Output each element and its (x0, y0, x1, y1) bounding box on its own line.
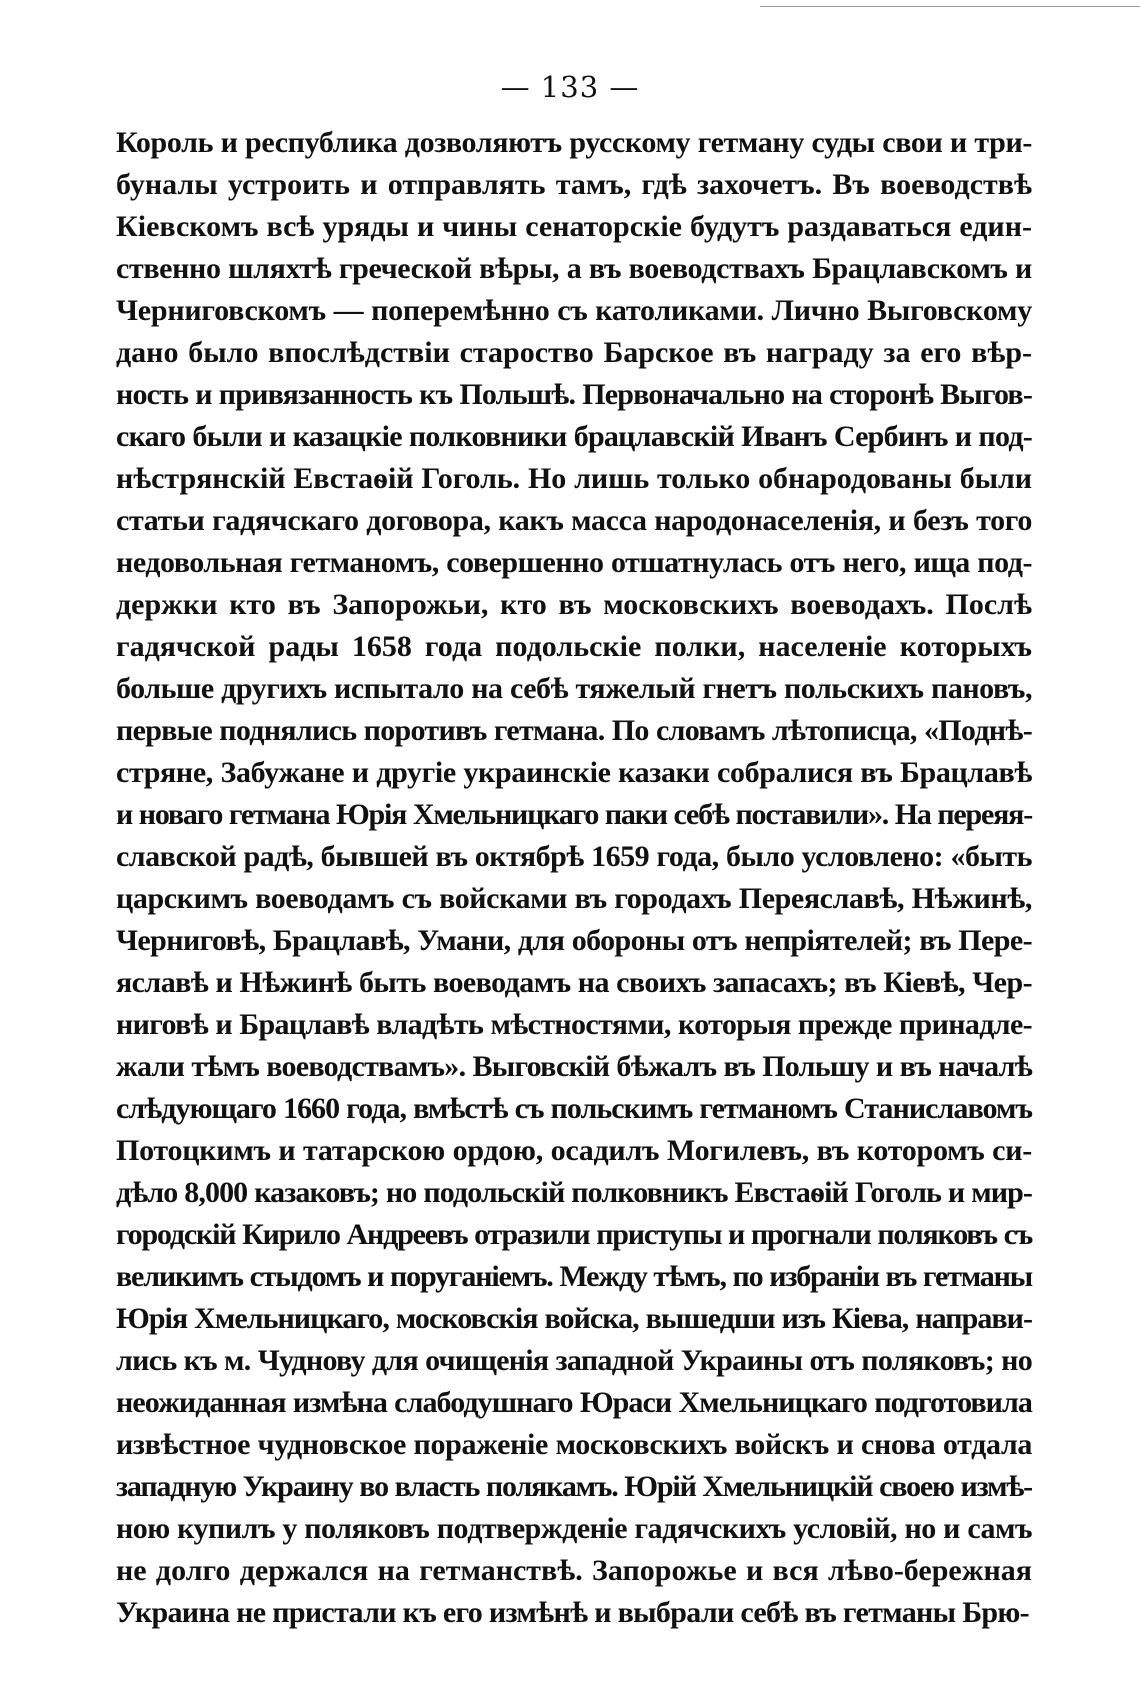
text-line: статьи гадячскаго договора, какъ масса народонаселенія, и безъ того (116, 504, 1032, 537)
text-line: царскимъ воеводамъ съ войсками въ городахъ Переяславѣ, Нѣжинѣ, (116, 882, 1032, 915)
text-line: недовольная гетманомъ, совершенно отшатнулась отъ него, ища под- (116, 546, 1032, 579)
text-line: городскій Кирило Андреевъ отразили приступы и прогнали поляковъ съ (116, 1218, 1032, 1251)
text-line: ниговѣ и Брацлавѣ владѣть мѣстностями, которыя прежде принадле- (116, 1008, 1032, 1041)
text-line: ность и привязанность къ Польшѣ. Первоначально на сторонѣ Выгов- (116, 378, 1032, 411)
text-line: слѣдующаго 1660 года, вмѣстѣ съ польскимъ гетманомъ Станиславомъ (116, 1092, 1032, 1125)
text-line: западную Украину во власть полякамъ. Юрій Хмельницкій своею измѣ- (116, 1470, 1032, 1503)
text-line: яславѣ и Нѣжинѣ быть воеводамъ на своихъ запасахъ; въ Кіевѣ, Чер- (116, 966, 1032, 999)
text-line: Черниговѣ, Брацлавѣ, Умани, для обороны отъ непріятелей; въ Пере- (116, 924, 1032, 957)
text-line: не долго держался на гетманствѣ. Запорожье и вся лѣво-бережная (116, 1554, 1032, 1587)
text-line: ственно шляхтѣ греческой вѣры, а въ воеводствахъ Брацлавскомъ и (116, 252, 1032, 285)
text-line: Юрія Хмельницкаго, московскія войска, вышедши изъ Кіева, направи- (116, 1302, 1032, 1335)
text-line: стряне, Забужане и другіе украинскіе казаки собралися въ Брацлавѣ (116, 756, 1032, 789)
text-line: дѣло 8,000 казаковъ; но подольскій полковникъ Евстаѳій Гоголь и мир- (116, 1176, 1032, 1209)
text-line: скаго были и казацкіе полковники брацлавскій Иванъ Сербинъ и под- (116, 420, 1032, 453)
text-line: неожиданная измѣна слабодушнаго Юраси Хмельницкаго подготовила (116, 1386, 1032, 1419)
text-line: нѣстрянскій Евстаѳій Гоголь. Но лишь только обнародованы были (116, 462, 1032, 495)
text-line: гадячской рады 1658 года подольскіе полки, населеніе которыхъ (116, 630, 1032, 663)
text-line: и новаго гетмана Юрія Хмельницкаго паки себѣ поставили». На переяя- (116, 798, 1032, 831)
text-line: Черниговскомъ — поперемѣнно съ католиками. Лично Выговскому (116, 294, 1032, 327)
text-line: лись къ м. Чуднову для очищенія западной Украины отъ поляковъ; но (116, 1344, 1032, 1377)
text-line: Король и республика дозволяютъ русскому гетману суды свои и три- (116, 126, 1032, 159)
text-line: великимъ стыдомъ и поруганіемъ. Между тѣмъ, по избраніи въ гетманы (116, 1260, 1032, 1293)
page-body-text (116, 122, 1032, 1634)
page-number: — 133 — (500, 70, 640, 104)
text-line: Кіевскомъ всѣ уряды и чины сенаторскіе будутъ раздаваться един- (116, 210, 1032, 243)
text-line: буналы устроить и отправлять тамъ, гдѣ захочетъ. Въ воеводствѣ (116, 168, 1032, 201)
text-line: дано было впослѣдствіи староство Барское въ награду за его вѣр- (116, 336, 1032, 369)
text-line: извѣстное чудновское пораженіе московскихъ войскъ и снова отдала (116, 1428, 1032, 1461)
scan-edge-rule (760, 6, 1140, 7)
text-line: жали тѣмъ воеводствамъ». Выговскій бѣжалъ въ Польшу и въ началѣ (116, 1050, 1032, 1083)
text-line: первые поднялись поротивъ гетмана. По словамъ лѣтописца, «Поднѣ- (116, 714, 1032, 747)
text-line: больше другихъ испытало на себѣ тяжелый гнетъ польскихъ пановъ, (116, 672, 1032, 705)
text-line: Потоцкимъ и татарскою ордою, осадилъ Могилевъ, въ которомъ си- (116, 1134, 1032, 1167)
text-line: ною купилъ у поляковъ подтвержденіе гадячскихъ условій, но и самъ (116, 1512, 1032, 1545)
text-line: Украина не пристали къ его измѣнѣ и выбрали себѣ въ гетманы Брю- (116, 1596, 1029, 1629)
text-line: славской радѣ, бывшей въ октябрѣ 1659 года, было условлено: «быть (116, 840, 1032, 873)
text-line: держки кто въ Запорожьи, кто въ московскихъ воеводахъ. Послѣ (116, 588, 1032, 621)
